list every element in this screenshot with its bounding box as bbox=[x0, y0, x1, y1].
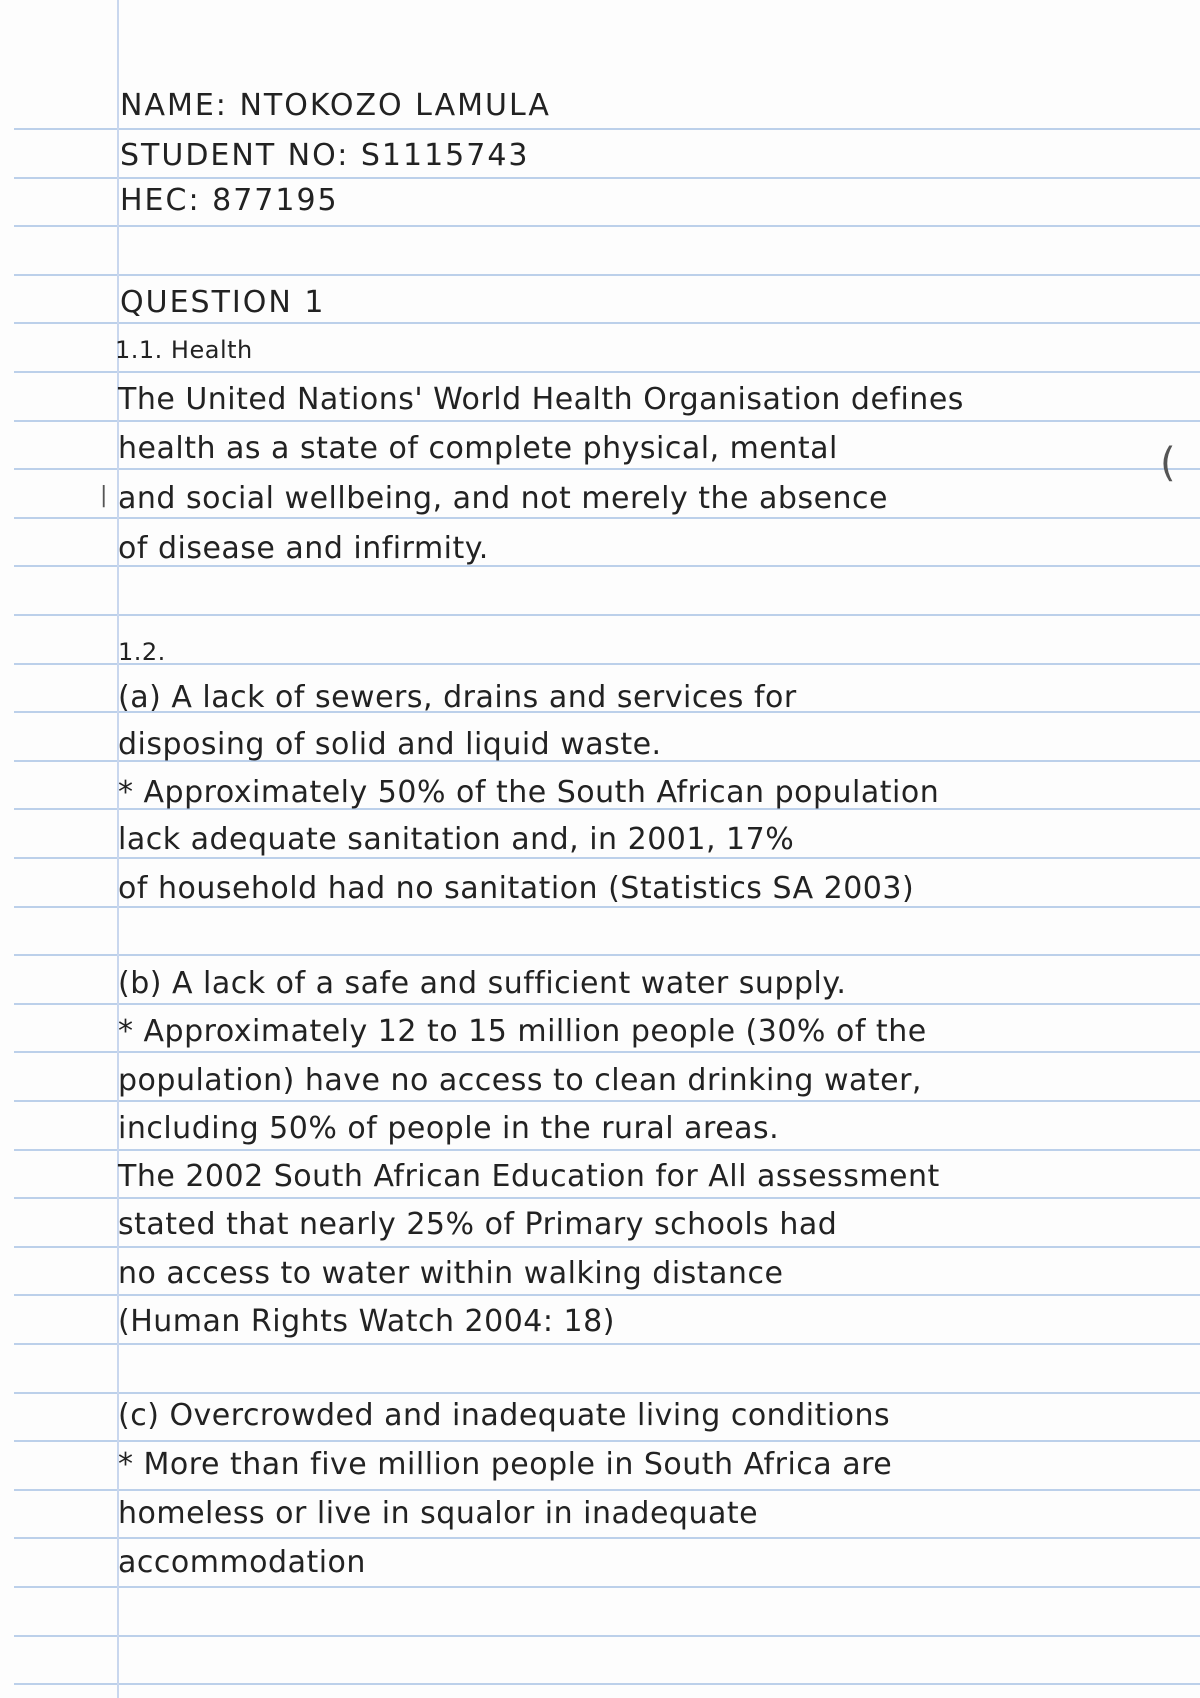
point-b-line-2: * Approximately 12 to 15 million people (30% of the bbox=[118, 1014, 927, 1049]
margin-tick: | bbox=[100, 483, 108, 508]
point-b-line-1: (b) A lack of a safe and sufficient water supply. bbox=[118, 966, 847, 1001]
subquestion-1-2-label: 1.2. bbox=[118, 638, 166, 666]
ruled-line bbox=[14, 1635, 1200, 1637]
ruled-line bbox=[14, 371, 1200, 373]
ruled-line bbox=[14, 517, 1200, 519]
point-c-line-4: accommodation bbox=[118, 1545, 366, 1580]
subquestion-1-1-label: 1.1. Health bbox=[115, 336, 253, 364]
ruled-line bbox=[14, 1197, 1200, 1199]
definition-line-4: of disease and infirmity. bbox=[118, 531, 489, 566]
point-b-line-8: (Human Rights Watch 2004: 18) bbox=[118, 1304, 615, 1339]
student-number: STUDENT NO: S1115743 bbox=[120, 138, 530, 173]
ruled-line bbox=[14, 1100, 1200, 1102]
point-c-line-1: (c) Overcrowded and inadequate living conditions bbox=[118, 1398, 891, 1433]
question-title: QUESTION 1 bbox=[120, 285, 326, 320]
ruled-line bbox=[14, 1683, 1200, 1685]
ruled-line bbox=[14, 468, 1200, 470]
point-c-line-2: * More than five million people in South Africa are bbox=[118, 1447, 893, 1482]
ruled-line bbox=[14, 1246, 1200, 1248]
ruled-line bbox=[14, 128, 1200, 130]
ruled-line bbox=[14, 322, 1200, 324]
point-b-line-3: population) have no access to clean drinking water, bbox=[118, 1063, 922, 1098]
point-a-line-2: disposing of solid and liquid waste. bbox=[118, 727, 662, 762]
ruled-line bbox=[14, 274, 1200, 276]
definition-line-2: health as a state of complete physical, mental bbox=[118, 431, 838, 466]
ruled-line bbox=[14, 614, 1200, 616]
point-b-line-4: including 50% of people in the rural areas. bbox=[118, 1111, 780, 1146]
definition-line-1: The United Nations' World Health Organisation defines bbox=[118, 382, 964, 417]
point-a-line-4: lack adequate sanitation and, in 2001, 17% bbox=[118, 822, 795, 857]
definition-line-3: and social wellbeing, and not merely the absence bbox=[118, 481, 889, 516]
ruled-line bbox=[14, 1149, 1200, 1151]
ruled-line bbox=[14, 1343, 1200, 1345]
margin-bracket: ( bbox=[1160, 440, 1176, 486]
point-a-line-5: of household had no sanitation (Statistics SA 2003) bbox=[118, 871, 915, 906]
ruled-line bbox=[14, 1586, 1200, 1588]
ruled-line bbox=[14, 954, 1200, 956]
ruled-line bbox=[14, 1051, 1200, 1053]
point-b-line-5: The 2002 South African Education for All assessment bbox=[118, 1159, 940, 1194]
ruled-line bbox=[14, 225, 1200, 227]
ruled-line bbox=[14, 1294, 1200, 1296]
ruled-line bbox=[14, 420, 1200, 422]
hec-code: HEC: 877195 bbox=[120, 183, 339, 218]
ruled-line bbox=[14, 177, 1200, 179]
student-name: NAME: NTOKOZO LAMULA bbox=[120, 88, 551, 123]
point-a-line-3: * Approximately 50% of the South African population bbox=[118, 775, 940, 810]
ruled-line bbox=[14, 1489, 1200, 1491]
ruled-line bbox=[14, 1440, 1200, 1442]
ruled-line bbox=[14, 663, 1200, 665]
point-b-line-7: no access to water within walking distance bbox=[118, 1256, 784, 1291]
point-c-line-3: homeless or live in squalor in inadequate bbox=[118, 1496, 759, 1531]
ruled-line bbox=[14, 1003, 1200, 1005]
point-a-line-1: (a) A lack of sewers, drains and services for bbox=[118, 680, 797, 715]
ruled-line bbox=[14, 1392, 1200, 1394]
point-b-line-6: stated that nearly 25% of Primary schools had bbox=[118, 1207, 838, 1242]
ruled-line bbox=[14, 1537, 1200, 1539]
